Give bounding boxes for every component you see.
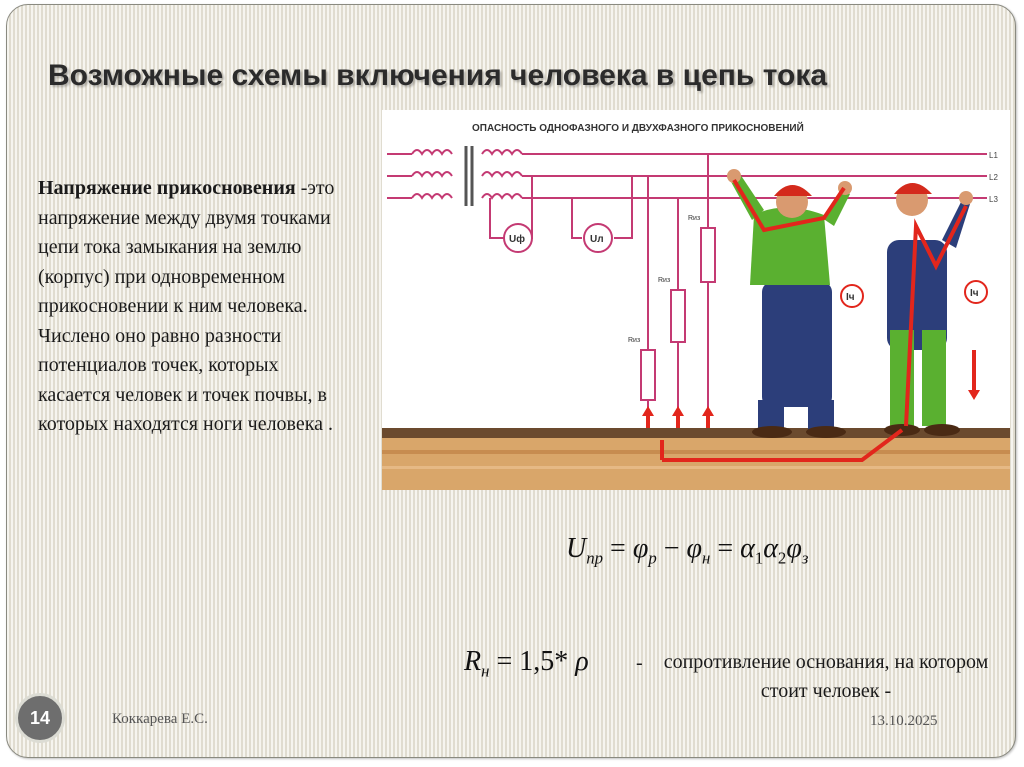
formula-alpha1: α: [740, 533, 755, 564]
leakage-arrows: [642, 406, 714, 430]
formula-alpha2: α: [763, 533, 778, 564]
formula-u-sub: пр: [586, 548, 604, 568]
touch-danger-illustration: [382, 110, 1010, 490]
definition-term: Напряжение прикосновения: [38, 177, 296, 199]
formula-phi-r: φ: [632, 533, 649, 564]
formula-phi-r-sub: р: [648, 548, 657, 568]
formula-multiply: *: [554, 646, 569, 677]
formula-dash: -: [636, 652, 643, 674]
transformer-icon: [387, 146, 522, 206]
slide-title: Возможные схемы включения человека в цепь тока: [48, 59, 828, 92]
formula-phi-z: φ: [786, 533, 802, 564]
down-arrow-icon: [968, 350, 980, 400]
formula-r-sub: н: [481, 661, 490, 681]
insulation-resistors: [641, 154, 715, 428]
slide-date: 13.10.2025: [870, 713, 938, 729]
definition-text: [38, 174, 338, 440]
resistor-label-2: Rиз: [658, 277, 671, 284]
formula-alpha2-sub: 2: [777, 548, 787, 568]
figure-heading: ОПАСНОСТЬ ОДНОФАЗНОГО И ДВУХФАЗНОГО ПРИКОСНОВЕНИЙ: [472, 123, 804, 134]
meter-label-phase: Uф: [509, 234, 525, 245]
formula-rho: ρ: [575, 646, 589, 677]
current-label-1: Iч: [846, 292, 855, 303]
line-label-l2: L2: [989, 173, 998, 182]
worker-right-icon: [884, 183, 973, 436]
base-resistance-description: сопротивление основания, на котором стоит человек -: [663, 651, 989, 702]
formula-phi-n: φ: [686, 533, 702, 564]
formula-phi-n-sub: н: [702, 548, 711, 568]
resistor-label-3: Rиз: [688, 215, 701, 222]
formula-r: R: [464, 646, 482, 677]
touch-voltage-formula: $U_{пр} = \varphi_р - \varphi_н = \alpha_1\alpha_2\varphi_з$: [566, 533, 809, 568]
author-name: Коккарева Е.С.: [112, 711, 208, 727]
page-number-badge: 14: [15, 693, 65, 743]
meter-label-line: Uл: [590, 234, 604, 245]
current-label-2: Iч: [970, 288, 979, 299]
formula-phi-z-sub: з: [801, 548, 809, 568]
line-label-l1: L1: [989, 151, 998, 160]
worker-left-icon: [727, 169, 852, 438]
definition-continuation: Числено оно равно разности потенциалов точек, которых касается человек и точек почвы, в которых находятся ноги человека .: [38, 324, 334, 435]
base-resistance-formula: $R_н = 1,5*$ ρ: [464, 646, 589, 681]
formula-u: U: [566, 533, 587, 564]
formula-alpha1-sub: 1: [754, 548, 764, 568]
line-label-l3: L3: [989, 195, 998, 204]
formula-coefficient: 1,5: [519, 646, 555, 677]
definition-body: -это напряжение между двумя точками цепи тока замыкания на землю (корпус) при одновременном прикосновении к ним человека.: [38, 177, 335, 317]
resistor-label-1: Rиз: [628, 337, 641, 344]
